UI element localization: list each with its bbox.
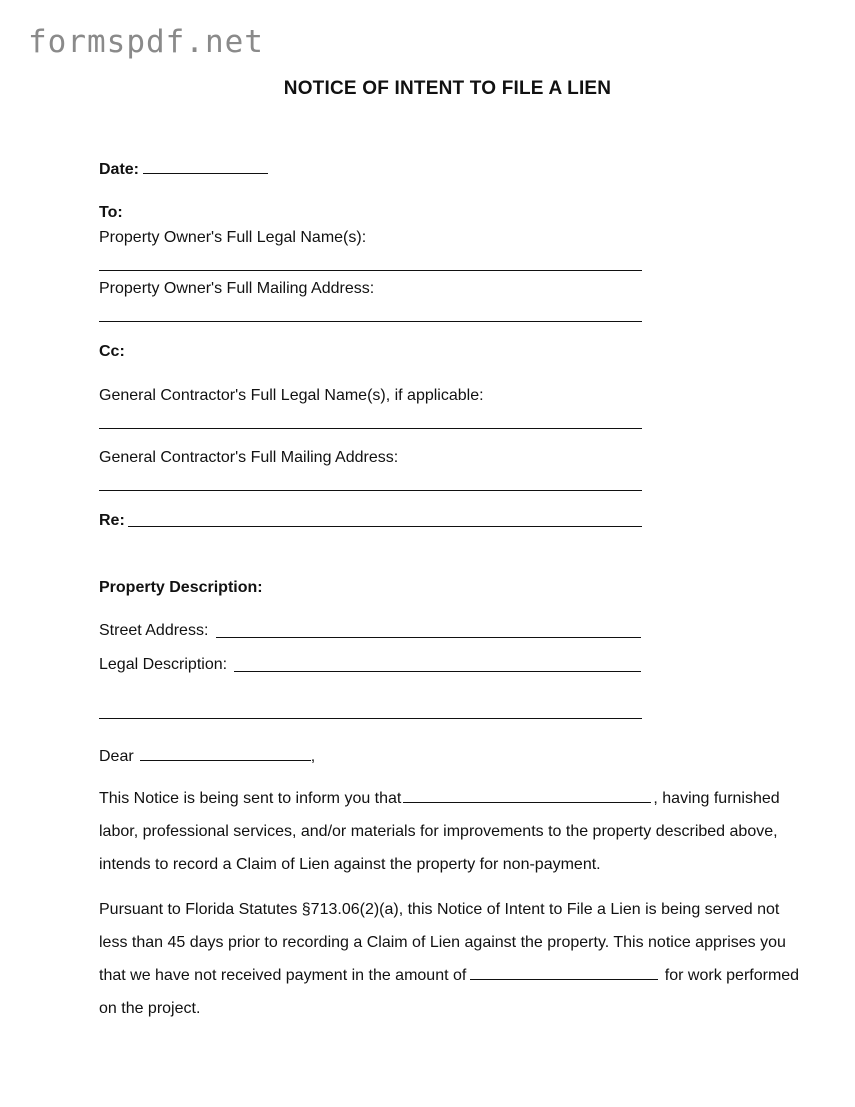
dear-suffix: , [310,748,316,765]
paragraph-statute-end: for work performed on the project. [99,967,800,1017]
legal-description-field[interactable] [234,671,641,672]
legal-description-field-continued[interactable] [99,718,642,719]
amount-field[interactable] [470,966,658,980]
document-title: NOTICE OF INTENT TO FILE A LIEN [283,78,612,99]
claimant-name-field[interactable] [403,789,651,803]
owner-address-label: Property Owner's Full Mailing Address: [99,280,375,297]
owner-name-field[interactable] [99,270,642,271]
paragraph-notice-start: This Notice is being sent to inform you that [99,790,402,807]
gc-address-label: General Contractor's Full Mailing Address: [99,449,399,466]
street-address-field[interactable] [216,637,641,638]
owner-name-label: Property Owner's Full Legal Name(s): [99,229,367,246]
cc-label: Cc: [99,343,125,360]
legal-description-label: Legal Description: [99,656,228,673]
watermark: formspdf.net [28,24,264,60]
gc-name-label: General Contractor's Full Legal Name(s), if applicable: [99,387,484,404]
paragraph-notice [99,782,809,881]
date-field[interactable] [143,159,268,174]
date-label: Date: [99,161,140,178]
property-description-label: Property Description: [99,579,263,596]
re-label: Re: [99,512,125,529]
gc-name-field[interactable] [99,428,642,429]
owner-address-field[interactable] [99,321,642,322]
paragraph-notice-end: , having furnished labor, professional services, and/or materials for improvements to the property described above, intends to record a Claim of Lien against the property for non-payment. [99,790,780,873]
dear-name-field[interactable] [140,746,311,761]
salutation [99,746,315,766]
paragraph-statute [99,893,809,1025]
paragraph-statute-start: Pursuant to Florida Statutes §713.06(2)(a), this Notice of Intent to File a Lien is being served not less than 45 days prior to recording a Claim of Lien against the property. This notice apprises you that we have not received payment in the amount of [99,901,786,984]
re-field[interactable] [128,526,642,527]
date-row [99,159,268,179]
dear-label: Dear [99,748,134,765]
street-address-label: Street Address: [99,622,209,639]
to-label: To: [99,204,123,221]
gc-address-field[interactable] [99,490,642,491]
